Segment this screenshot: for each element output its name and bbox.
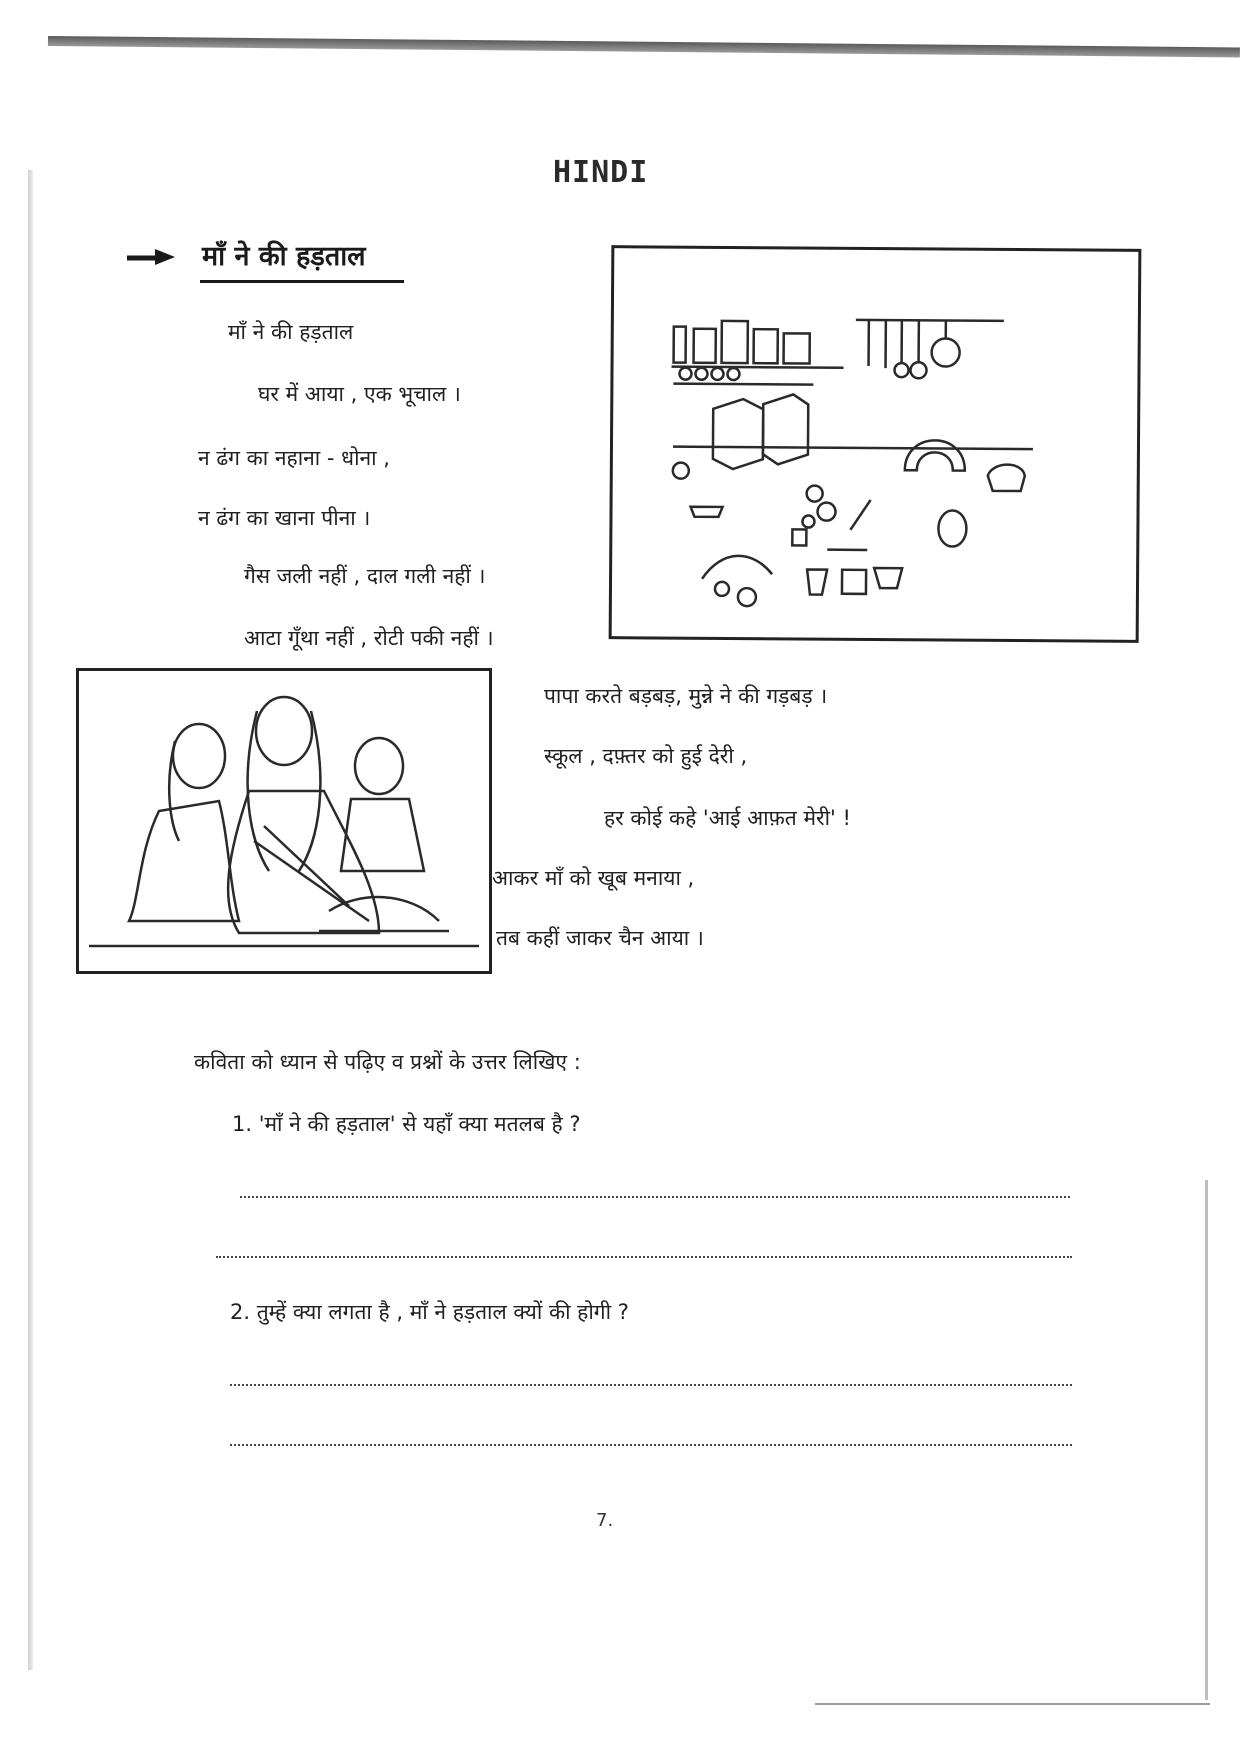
top-scan-edge xyxy=(48,36,1240,57)
poem-line: न ढंग का खाना पीना । xyxy=(198,506,371,530)
title-underline xyxy=(200,280,404,283)
right-scan-edge xyxy=(1205,1180,1208,1700)
kitchen-illustration xyxy=(609,245,1142,643)
arrow-right-icon xyxy=(125,246,181,268)
answer-line xyxy=(216,1256,1072,1258)
poem-line: न ढंग का नहाना - धोना , xyxy=(198,446,390,470)
bottom-scan-edge xyxy=(815,1703,1210,1705)
answer-line xyxy=(240,1196,1070,1198)
subject-heading: HINDI xyxy=(553,155,649,190)
poem-line: गैस जली नहीं , दाल गली नहीं । xyxy=(244,564,486,588)
page-number: 7. xyxy=(596,1510,614,1531)
messy-kitchen-drawing xyxy=(612,248,1139,640)
poem-line: स्कूल , दफ़्तर को हुई देरी , xyxy=(544,744,748,768)
poem-title: माँ ने की हड़ताल xyxy=(202,241,366,272)
poem-line: तब कहीं जाकर चैन आया । xyxy=(496,926,704,950)
question-2: 2. तुम्हें क्या लगता है , माँ ने हड़ताल क्यों की होगी ? xyxy=(230,1300,629,1324)
mother-children-drawing xyxy=(79,671,489,971)
poem-line: घर में आया , एक भूचाल । xyxy=(258,382,461,406)
poem-line: आकर माँ को खूब मनाया , xyxy=(492,866,695,890)
answer-line xyxy=(230,1444,1072,1446)
poem-line: हर कोई कहे 'आई आफ़त मेरी' ! xyxy=(604,806,851,830)
answer-line xyxy=(230,1384,1072,1386)
poem-line: पापा करते बड़बड़, मुन्ने ने की गड़बड़ । xyxy=(544,684,828,708)
family-illustration xyxy=(76,668,492,974)
poem-line: माँ ने की हड़ताल xyxy=(228,320,354,344)
question-1: 1. 'माँ ने की हड़ताल' से यहाँ क्या मतलब है ? xyxy=(232,1112,581,1136)
left-scan-edge xyxy=(28,170,33,1670)
exercise-instruction: कविता को ध्यान से पढ़िए व प्रश्नों के उत्तर लिखिए : xyxy=(194,1050,581,1074)
poem-line: आटा गूँथा नहीं , रोटी पकी नहीं । xyxy=(244,626,494,650)
